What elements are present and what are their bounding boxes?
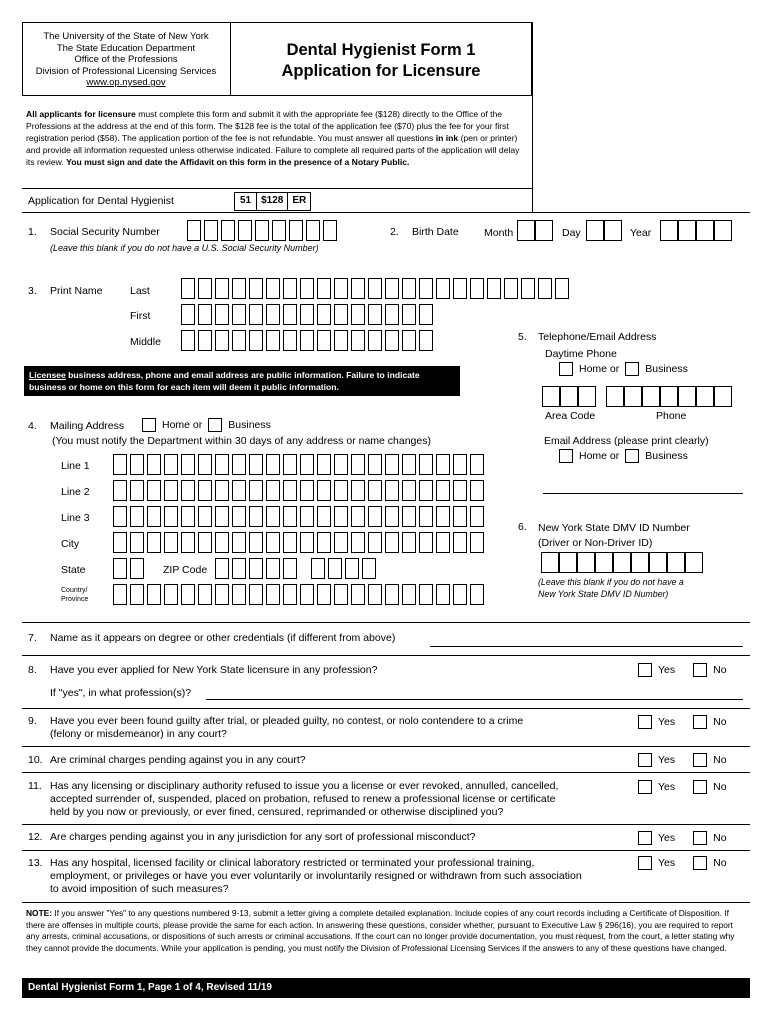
q10-no-label: No [713,754,727,766]
agency-line1: The University of the State of New York [43,31,209,42]
q11-yes-checkbox[interactable] [638,780,652,794]
q9-no-checkbox[interactable] [693,715,707,729]
q8-profession-input[interactable] [206,699,743,700]
footer-bar [22,978,750,998]
birth-day-input[interactable] [586,220,625,241]
last-name-input[interactable] [181,278,572,299]
q11-line1: Has any licensing or disciplinary authority refused to issue you a license or ever revoked, annulled, cancelled, [50,780,559,792]
q8-yes-checkbox[interactable] [638,663,652,677]
divider-q13 [22,902,750,903]
q2-number: 2. [390,226,399,238]
application-code-1: 51 [235,193,257,210]
q9-line1: Have you ever been found guilty after trial, or pleaded guilty, no contest, or nolo contendere to a crime [50,715,524,727]
q12-answer [638,831,745,845]
mailing-business-label: Business [228,419,271,431]
phone-business-checkbox[interactable] [625,362,639,376]
q7-name-input[interactable] [430,646,743,647]
intro-bold-lead: All applicants for licensure [26,109,136,119]
q6-note-line1: (Leave this blank if you do not have a [538,577,684,587]
divider-intro [22,188,532,189]
birth-day-label: Day [562,227,581,239]
public-notice-licensee: Licensee [29,370,66,380]
city-input[interactable] [113,532,487,553]
country-input[interactable] [113,584,487,605]
area-code-label: Area Code [545,410,596,422]
q4-number: 4. [28,420,37,432]
phone-label: Phone [656,410,687,422]
email-home-label: Home or [579,450,620,462]
q11-line3: held by you now or previously, or ever fined, censured, reprimanded or otherwise disciplined you? [50,806,504,818]
q6-label [538,521,690,551]
birth-year-input[interactable] [660,220,735,241]
dmv-id-input[interactable] [541,552,706,573]
divider-q7 [22,655,750,656]
phone-home-checkbox[interactable] [559,362,573,376]
q8-yes-label: Yes [658,664,676,676]
q13-text [50,857,582,896]
address-line2-label: Line 2 [61,486,90,498]
q8-text: Have you ever applied for New York State licensure in any profession? [50,664,378,676]
q10-answer [638,753,745,767]
q6-note [538,576,684,600]
divider-q6 [22,622,750,623]
q9-yes-checkbox[interactable] [638,715,652,729]
divider-q11 [22,824,750,825]
q6-note-line2: New York State DMV ID Number) [538,589,669,599]
q9-yes-label: Yes [658,716,676,728]
office-use-box [532,22,533,212]
last-name-label: Last [130,285,150,297]
q3-number: 3. [28,285,37,297]
application-code-group [234,192,311,211]
agency-line4: Division of Professional Licensing Services [35,65,217,77]
divider-q10 [22,772,750,773]
q9-line2: (felony or misdemeanor) in any court? [50,728,227,740]
public-info-notice [24,366,460,396]
middle-name-label: Middle [130,336,161,348]
email-label: Email Address (please print clearly) [544,435,709,447]
form-title-line1: Dental Hygienist Form 1 [286,41,476,59]
note-paragraph [26,908,748,954]
application-code-2: $128 [257,193,288,210]
zip-extension-input[interactable] [311,558,379,579]
mailing-business-checkbox[interactable] [208,418,222,432]
footer-text: Dental Hygienist Form 1, Page 1 of 4, Revised 11/19 [28,982,272,993]
q10-no-checkbox[interactable] [693,753,707,767]
birth-month-label: Month [484,227,514,239]
q13-line2: employment, or privileges or have you ever voluntarily or involuntarily resigned or withdrawn from such association [50,870,582,882]
phone-business-label: Business [645,363,688,375]
state-label: State [61,564,86,576]
mailing-home-checkbox[interactable] [142,418,156,432]
email-type-group [559,449,688,463]
intro-text-2: (pen or printer) and provide all information requested unless otherwise indicated. Failure to complete all required parts of the application will delay its review. [26,133,520,167]
birth-month-input[interactable] [517,220,556,241]
area-code-input[interactable] [542,386,599,407]
mailing-home-label: Home or [162,419,203,431]
address-line3-label: Line 3 [61,512,90,524]
phone-home-label: Home or [579,363,620,375]
q2-label: Birth Date [412,226,459,238]
q7-number: 7. [28,632,37,644]
mailing-type-group [142,418,271,432]
address-line1-label: Line 1 [61,460,90,472]
q1-note: (Leave this blank if you do not have a U.S. Social Security Number) [50,243,319,253]
note-label: NOTE: [26,908,53,918]
q12-text: Are charges pending against you in any jurisdiction for any sort of professional misconduct? [50,831,476,843]
note-text: If you answer "Yes" to any questions numbered 9-13, submit a letter giving a complete detailed explanation. Include copies of any court records including a Certificate of Disposition. If there are offenses in multiple courts, please provide the same for each action. In answering these questions, consider whether, pursuant to Executive Law § 296(16), you are required to report any arrests, criminal accusations, or dispositions of such arrests or criminal accusations. If the court can no longer provide documentation, you must request, from the court, a letter stating why they cannot provide the documents. While your application is pending, you must notify the Division of Professional Licensing Services if the answers to any of these questions have changed. [26,908,735,953]
q4-notice: (You must notify the Department within 30 days of any address or name changes) [52,435,431,447]
intro-ink: in ink [435,133,459,143]
intro-paragraph [26,108,528,168]
q12-number: 12. [28,831,43,843]
divider-q9 [22,746,750,747]
ssn-input[interactable] [187,220,340,241]
q10-yes-label: Yes [658,754,676,766]
country-label-line2: Province [61,596,89,603]
q9-answer [638,715,745,729]
q12-no-label: No [713,832,727,844]
first-name-input[interactable] [181,304,436,325]
q5-label: Telephone/Email Address [538,331,657,343]
q5-number: 5. [518,331,527,343]
q8-sub: If "yes", in what profession(s)? [50,687,192,699]
q11-line2: accepted surrender of, suspended, placed on probation, refused to renew a professional license or certificate [50,793,556,805]
email-home-checkbox[interactable] [559,449,573,463]
email-business-checkbox[interactable] [625,449,639,463]
q1-label: Social Security Number [50,226,160,238]
country-label-line1: Country/ [61,587,88,594]
q10-yes-checkbox[interactable] [638,753,652,767]
daytime-phone-label: Daytime Phone [545,348,617,360]
form-title-line2: Application for Licensure [281,62,481,80]
q10-text: Are criminal charges pending against you in any court? [50,754,306,766]
q8-number: 8. [28,664,37,676]
public-notice-text: business address, phone and email address are public information. Failure to indicate business or home on this form for each item will deem it public information. [29,370,420,392]
address-line3-input[interactable] [113,506,487,527]
q4-label: Mailing Address [50,420,125,432]
q8-answer [638,663,745,677]
intro-text-1: must complete this form and submit it with the appropriate fee ($128) directly to the Office of the Professions at the address at the end of this form. The $128 fee is the total of the application fee ($70) plus the fee for your first registration period ($58). The application portion of the fee is not refundable. You must answer all questions [26,109,509,143]
q8-no-checkbox[interactable] [693,663,707,677]
agency-url-link[interactable]: www.op.nysed.gov [86,77,166,88]
q11-text [50,780,558,819]
email-input[interactable] [543,493,743,494]
q6-label-line1: New York State DMV ID Number [538,522,690,534]
q13-yes-label: Yes [658,857,676,869]
q13-line1: Has any hospital, licensed facility or clinical laboratory restricted or terminated your professional training, [50,857,535,869]
zip-input[interactable] [215,558,300,579]
phone-type-group [559,362,688,376]
q1-number: 1. [28,226,37,238]
q10-number: 10. [28,754,43,766]
q3-label: Print Name [50,285,103,297]
q9-no-label: No [713,716,727,728]
intro-sign-notice: You must sign and date the Affidavit on this form in the presence of a Notary Public. [66,157,410,167]
agency-line2: The State Education Department [56,42,196,54]
q13-yes-checkbox[interactable] [638,856,652,870]
divider-q8 [22,708,750,709]
q11-number: 11. [28,780,42,792]
q6-label-line2: (Driver or Non-Driver ID) [538,537,653,549]
middle-name-input[interactable] [181,330,436,351]
q11-no-checkbox[interactable] [693,780,707,794]
q13-no-checkbox[interactable] [693,856,707,870]
q12-no-checkbox[interactable] [693,831,707,845]
q11-no-label: No [713,781,727,793]
country-label [61,586,88,604]
birth-year-label: Year [630,227,652,239]
q13-number: 13. [28,857,43,869]
q9-number: 9. [28,715,37,727]
form-title [230,40,532,82]
email-business-label: Business [645,450,688,462]
q12-yes-label: Yes [658,832,676,844]
q13-answer [638,856,745,870]
first-name-label: First [130,310,151,322]
q11-yes-label: Yes [658,781,676,793]
q13-no-label: No [713,857,727,869]
q11-answer [638,780,745,794]
application-for-label: Application for Dental Hygienist [28,195,174,207]
divider-top [22,212,750,213]
agency-block [22,31,230,89]
q12-yes-checkbox[interactable] [638,831,652,845]
state-input[interactable] [113,558,147,579]
agency-line3: Office of the Professions [74,54,178,65]
phone-number-input[interactable] [606,386,735,407]
q9-text [50,715,523,741]
zip-label: ZIP Code [163,564,208,576]
q7-text: Name as it appears on degree or other credentials (if different from above) [50,632,396,644]
q8-no-label: No [713,664,727,676]
application-code-3: ER [292,195,307,206]
address-line1-input[interactable] [113,454,487,475]
q6-number: 6. [518,521,527,533]
city-label: City [61,538,80,550]
q13-line3: to avoid imposition of such measures? [50,883,229,895]
divider-q12 [22,850,750,851]
address-line2-input[interactable] [113,480,487,501]
